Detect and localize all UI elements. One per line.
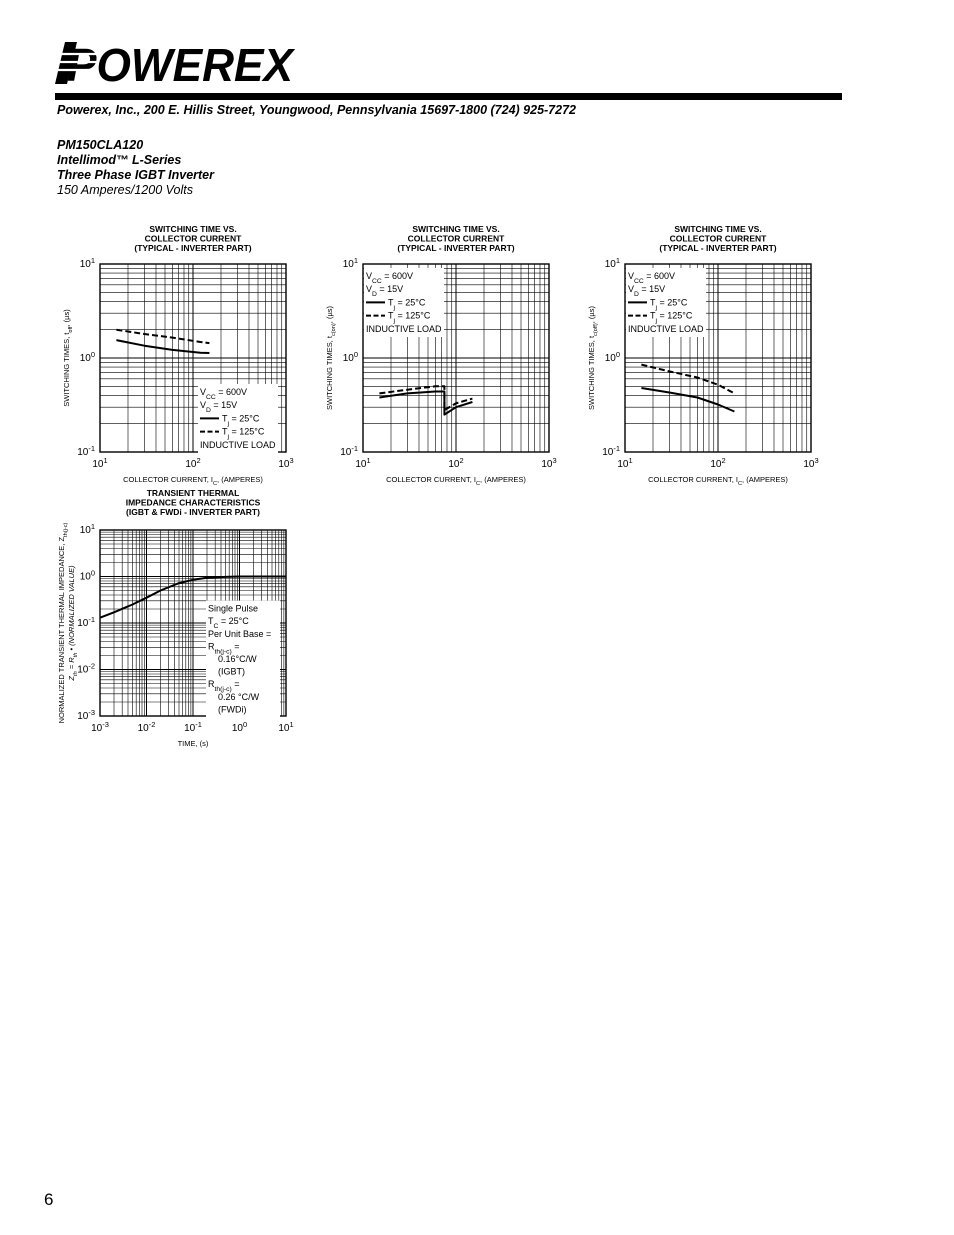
x-tick-label: $10^{-1}$ bbox=[184, 720, 202, 734]
y-axis-label: SWITCHING TIMES, $t_{c(on)}$, (µs) bbox=[325, 305, 337, 411]
y-tick-label: $10^0$ bbox=[79, 350, 95, 364]
chart-title-line: COLLECTOR CURRENT bbox=[407, 233, 505, 244]
annotation-text: $T_j = 125^\circ C$ bbox=[222, 426, 265, 441]
annotation-text: $V_{CC} = 600V$ bbox=[200, 387, 248, 401]
annotation-text: $T_j = 25^\circ C$ bbox=[222, 413, 260, 427]
y-tick-label: $10^0$ bbox=[79, 568, 95, 583]
y-axis-label: NORMALIZED TRANSIENT THERMAL IMPEDANCE, $Z_{th(j-c)}$ bbox=[57, 522, 69, 724]
y-tick-label: $10^{-1}$ bbox=[602, 444, 620, 458]
annotation-text: $V_{CC} = 600V$ bbox=[366, 271, 414, 285]
part-number: PM150CLA120 bbox=[57, 138, 144, 152]
chart-title-line: COLLECTOR CURRENT bbox=[144, 233, 242, 244]
x-tick-label: $10^3$ bbox=[541, 456, 557, 470]
annotation-text: INDUCTIVE LOAD bbox=[628, 323, 704, 334]
annotation-text: (FWDi) bbox=[218, 704, 247, 715]
series-line-25c bbox=[641, 388, 734, 412]
chart-transient-thermal-impedance bbox=[55, 486, 305, 756]
x-tick-label: $10^{-3}$ bbox=[91, 720, 109, 734]
company-address: Powerex, Inc., 200 E. Hillis Street, Youngwood, Pennsylvania 15697-1800 (724) 925-7272 bbox=[57, 103, 576, 117]
chart-title-line: (IGBT & FWDi - INVERTER PART) bbox=[126, 507, 260, 517]
annotation-text: 0.16°C/W bbox=[218, 654, 257, 664]
x-tick-label: $10^2$ bbox=[185, 456, 201, 470]
chart-title-line: (TYPICAL - INVERTER PART) bbox=[134, 243, 252, 253]
y-tick-label: $10^{-1}$ bbox=[77, 444, 95, 458]
x-axis-label: COLLECTOR CURRENT, $I_C$, (AMPERES) bbox=[123, 475, 263, 487]
annotation-text: $T_j = 125^\circ C$ bbox=[388, 310, 431, 325]
y-tick-label: $10^1$ bbox=[342, 256, 358, 270]
y-tick-label: $10^1$ bbox=[79, 522, 95, 536]
chart-title-line: SWITCHING TIME VS. bbox=[674, 224, 762, 234]
chart-title-line: TRANSIENT THERMAL bbox=[146, 488, 240, 498]
x-tick-label: $10^1$ bbox=[617, 456, 633, 470]
chart-switching-time-con bbox=[318, 222, 568, 490]
chart-title-line: (TYPICAL - INVERTER PART) bbox=[659, 243, 777, 253]
series-line-125c bbox=[116, 330, 209, 343]
y-tick-label: $10^1$ bbox=[604, 256, 620, 270]
product-rating: 150 Amperes/1200 Volts bbox=[57, 183, 193, 197]
chart-switching-time-toff bbox=[55, 222, 305, 490]
annotation-text: 0.26 °C/W bbox=[218, 691, 260, 702]
powerex-logo bbox=[55, 40, 295, 86]
chart-title-line: SWITCHING TIME VS. bbox=[149, 224, 237, 234]
annotation-text: INDUCTIVE LOAD bbox=[200, 439, 276, 450]
x-tick-label: $10^2$ bbox=[710, 456, 726, 470]
logo-wordmark: POWEREX bbox=[67, 40, 295, 86]
annotation-text: $R_{th(j-c)}$ = bbox=[208, 641, 240, 655]
y-axis-label: SWITCHING TIMES, $t_{off}$, (µs) bbox=[62, 309, 74, 407]
product-series: Intellimod™ L-Series bbox=[57, 153, 182, 167]
annotation-text: (IGBT) bbox=[218, 666, 245, 677]
y-tick-label: $10^0$ bbox=[342, 350, 358, 364]
series-line-25c bbox=[116, 340, 209, 353]
x-tick-label: $10^2$ bbox=[448, 456, 464, 470]
chart-title-line: IMPEDANCE CHARACTERISTICS bbox=[125, 497, 261, 508]
x-tick-label: $10^3$ bbox=[278, 456, 294, 470]
chart-title-line: (TYPICAL - INVERTER PART) bbox=[397, 243, 515, 253]
header-rule bbox=[55, 93, 842, 100]
annotation-text: $T_j = 25^\circ C$ bbox=[388, 297, 426, 311]
product-description: Three Phase IGBT Inverter bbox=[57, 168, 215, 182]
chart-title-line: COLLECTOR CURRENT bbox=[669, 233, 767, 244]
annotation-text: INDUCTIVE LOAD bbox=[366, 323, 442, 334]
x-tick-label: $10^{-2}$ bbox=[137, 720, 156, 734]
chart-switching-time-coff bbox=[580, 222, 830, 490]
y-tick-label: $10^{-1}$ bbox=[340, 444, 358, 458]
x-tick-label: $10^3$ bbox=[803, 456, 819, 470]
x-tick-label: $10^0$ bbox=[231, 720, 248, 734]
y-tick-label: $10^0$ bbox=[604, 350, 620, 364]
chart-title-line: SWITCHING TIME VS. bbox=[412, 224, 500, 234]
annotation-text: Per Unit Base = bbox=[208, 628, 272, 639]
y-axis-label: SWITCHING TIMES, $t_{c(off)}$, (µs) bbox=[587, 306, 599, 410]
annotation-text: $T_C = 25^\circ C$ bbox=[208, 616, 249, 630]
y-tick-label: $10^{-2}$ bbox=[77, 661, 95, 676]
y-tick-label: $10^{-1}$ bbox=[77, 615, 95, 629]
x-tick-label: $10^1$ bbox=[92, 456, 108, 470]
annotation-text: $V_{CC} = 600V$ bbox=[628, 271, 676, 285]
annotation-text: $R_{th(j-c)}$ = bbox=[208, 679, 240, 693]
page-number: 6 bbox=[44, 1190, 54, 1209]
y-tick-label: $10^{-3}$ bbox=[77, 708, 95, 722]
annotation-text: $V_D = 15V$ bbox=[628, 284, 666, 298]
annotation-text: $T_j = 25^\circ C$ bbox=[650, 297, 688, 311]
annotation-text: Single Pulse bbox=[208, 603, 259, 614]
x-axis-label: TIME, (s) bbox=[177, 739, 209, 748]
x-axis-label: COLLECTOR CURRENT, $I_C$, (AMPERES) bbox=[386, 475, 526, 487]
annotation-text: $T_j = 125^\circ C$ bbox=[650, 310, 693, 325]
y-tick-label: $10^1$ bbox=[79, 256, 95, 270]
x-tick-label: $10^1$ bbox=[278, 720, 294, 734]
annotation-text: $V_D = 15V$ bbox=[200, 400, 238, 414]
x-tick-label: $10^1$ bbox=[355, 456, 371, 470]
x-axis-label: COLLECTOR CURRENT, $I_C$, (AMPERES) bbox=[648, 475, 788, 487]
y-axis-label-secondary: $Z_{th} = R_{th}$ • (NORMALIZED VALUE) bbox=[67, 565, 79, 681]
annotation-text: $V_D = 15V$ bbox=[366, 284, 404, 298]
